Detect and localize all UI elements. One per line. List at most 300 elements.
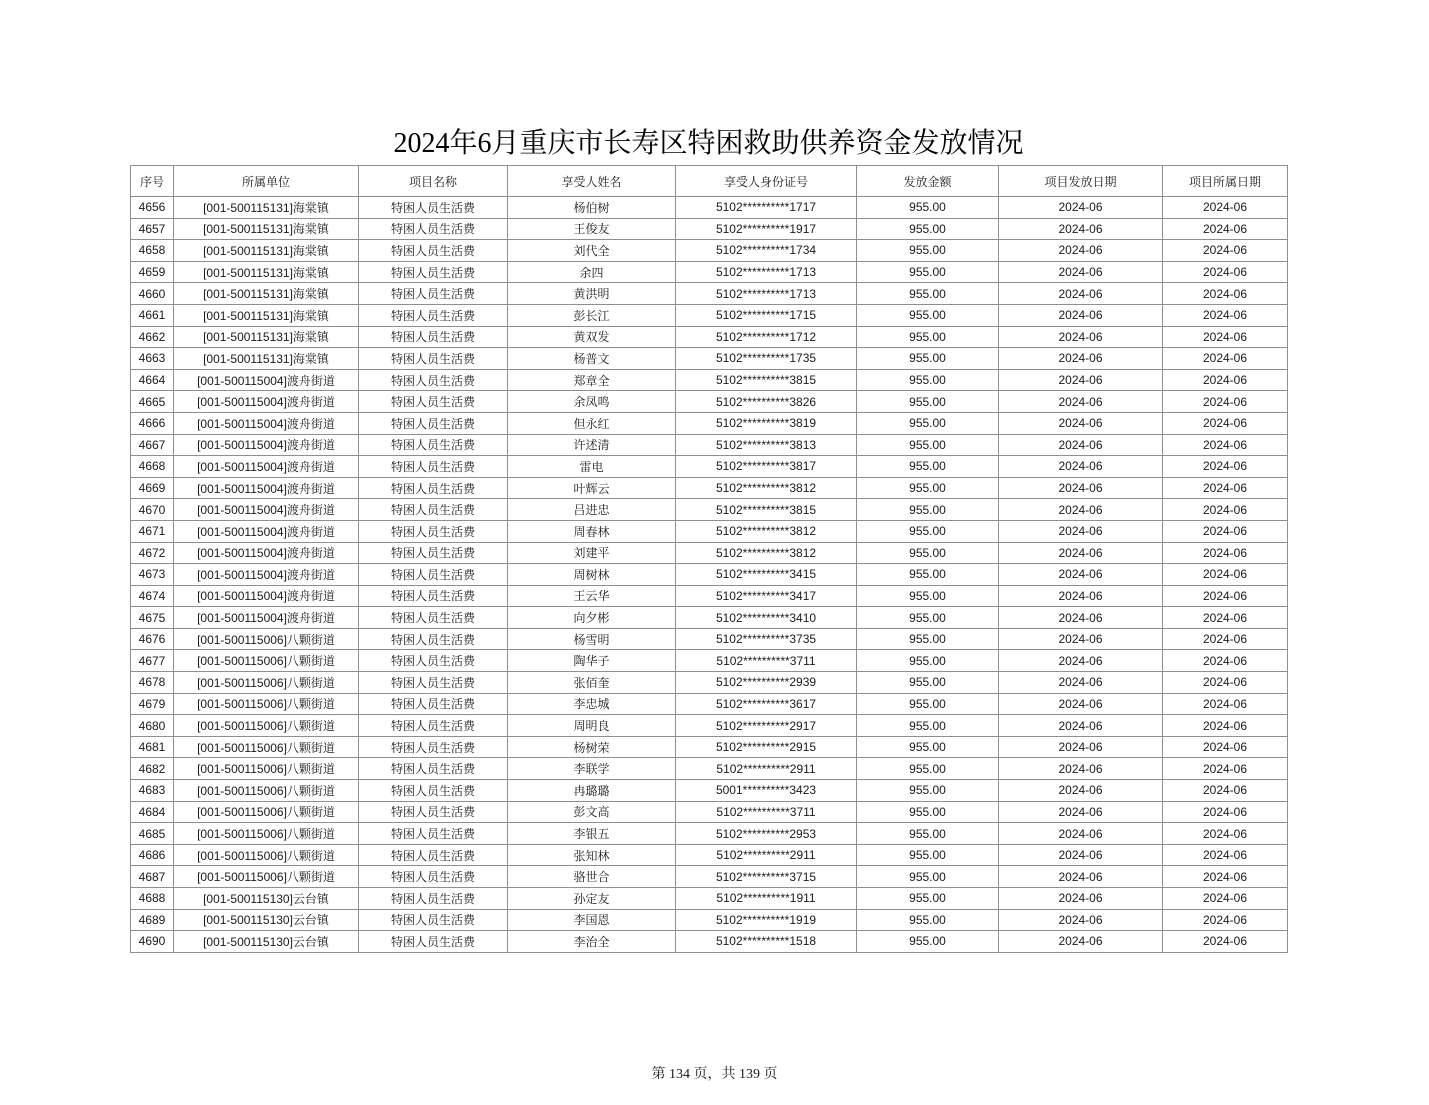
table-body: [131, 197, 1288, 953]
header-cell-4: 享受人身份证号: [676, 166, 857, 197]
table-cell: 2024-06: [1163, 844, 1288, 866]
table-cell: 5102**********3417: [676, 585, 857, 607]
table-cell: 特困人员生活费: [359, 672, 508, 694]
table-cell: 2024-06: [1163, 477, 1288, 499]
table-row: [131, 888, 1288, 910]
table-cell: 2024-06: [999, 607, 1163, 629]
table-cell: 2024-06: [1163, 261, 1288, 283]
table-cell: 955.00: [857, 564, 999, 586]
table-cell: 955.00: [857, 520, 999, 542]
table-cell: 2024-06: [999, 499, 1163, 521]
table-cell: 2024-06: [999, 412, 1163, 434]
table-row: [131, 434, 1288, 456]
table-cell: 955.00: [857, 369, 999, 391]
table-row: [131, 391, 1288, 413]
table-cell: 特困人员生活费: [359, 585, 508, 607]
table-cell: [001-500115004]渡舟街道: [174, 564, 359, 586]
table-cell: 李国恩: [508, 909, 676, 931]
table-cell: [001-500115006]八颗街道: [174, 650, 359, 672]
table-cell: [001-500115006]八颗街道: [174, 672, 359, 694]
table-cell: 5102**********3711: [676, 650, 857, 672]
table-cell: 2024-06: [999, 477, 1163, 499]
table-cell: 李治全: [508, 931, 676, 953]
table-cell: 2024-06: [1163, 650, 1288, 672]
table-row: [131, 844, 1288, 866]
table-cell: 2024-06: [999, 304, 1163, 326]
table-cell: 955.00: [857, 218, 999, 240]
table-cell: 4681: [131, 736, 174, 758]
table-cell: 5102**********3812: [676, 477, 857, 499]
table-cell: 4667: [131, 434, 174, 456]
table-cell: 4683: [131, 780, 174, 802]
table-cell: [001-500115004]渡舟街道: [174, 456, 359, 478]
page-title: 2024年6月重庆市长寿区特困救助供养资金发放情况: [393, 128, 1024, 159]
header-row: [131, 166, 1288, 197]
table-cell: 5102**********1715: [676, 304, 857, 326]
table-cell: 雷电: [508, 456, 676, 478]
table-cell: 955.00: [857, 197, 999, 219]
table-header: [131, 166, 1288, 197]
table-cell: 5102**********1712: [676, 326, 857, 348]
table-cell: 955.00: [857, 866, 999, 888]
table-cell: 4689: [131, 909, 174, 931]
table-cell: 2024-06: [1163, 909, 1288, 931]
table-cell: 2024-06: [1163, 866, 1288, 888]
table-cell: 955.00: [857, 542, 999, 564]
table-cell: 5001**********3423: [676, 780, 857, 802]
header-cell-1: 所属单位: [174, 166, 359, 197]
table-cell: 2024-06: [1163, 801, 1288, 823]
table-cell: 955.00: [857, 304, 999, 326]
table-cell: 2024-06: [999, 261, 1163, 283]
table-cell: 2024-06: [1163, 758, 1288, 780]
table-cell: 955.00: [857, 715, 999, 737]
table-cell: [001-500115130]云台镇: [174, 931, 359, 953]
table-cell: 特困人员生活费: [359, 736, 508, 758]
table-row: [131, 412, 1288, 434]
table-row: [131, 650, 1288, 672]
table-cell: 5102**********2953: [676, 823, 857, 845]
table-cell: [001-500115130]云台镇: [174, 888, 359, 910]
table-cell: 4690: [131, 931, 174, 953]
table-cell: 5102**********3711: [676, 801, 857, 823]
table-cell: 2024-06: [1163, 434, 1288, 456]
table-cell: [001-500115006]八颗街道: [174, 801, 359, 823]
table-cell: 2024-06: [1163, 715, 1288, 737]
table-cell: 特困人员生活费: [359, 477, 508, 499]
table-cell: 2024-06: [1163, 888, 1288, 910]
table-row: [131, 628, 1288, 650]
table-cell: 4687: [131, 866, 174, 888]
table-cell: [001-500115131]海棠镇: [174, 240, 359, 262]
table-cell: 5102**********1713: [676, 261, 857, 283]
table-cell: 2024-06: [999, 542, 1163, 564]
table-cell: [001-500115004]渡舟街道: [174, 434, 359, 456]
table-cell: [001-500115131]海棠镇: [174, 348, 359, 370]
table-cell: [001-500115006]八颗街道: [174, 758, 359, 780]
table-cell: 特困人员生活费: [359, 369, 508, 391]
table-cell: 2024-06: [1163, 348, 1288, 370]
table-cell: 955.00: [857, 607, 999, 629]
table-cell: 4657: [131, 218, 174, 240]
table-cell: 5102**********1713: [676, 283, 857, 305]
table-cell: 5102**********2939: [676, 672, 857, 694]
table-cell: 5102**********2917: [676, 715, 857, 737]
table-cell: [001-500115004]渡舟街道: [174, 412, 359, 434]
table-cell: 特困人员生活费: [359, 909, 508, 931]
table-cell: 2024-06: [999, 434, 1163, 456]
table-row: [131, 909, 1288, 931]
table-cell: 许述清: [508, 434, 676, 456]
table-cell: 4662: [131, 326, 174, 348]
table-cell: 955.00: [857, 758, 999, 780]
table-cell: [001-500115004]渡舟街道: [174, 585, 359, 607]
table-cell: 5102**********1917: [676, 218, 857, 240]
table-cell: 4670: [131, 499, 174, 521]
table-cell: 955.00: [857, 628, 999, 650]
table-cell: [001-500115004]渡舟街道: [174, 369, 359, 391]
table-cell: 2024-06: [999, 693, 1163, 715]
table-cell: 2024-06: [999, 628, 1163, 650]
table-cell: 955.00: [857, 823, 999, 845]
table-cell: 特困人员生活费: [359, 391, 508, 413]
table-cell: [001-500115004]渡舟街道: [174, 520, 359, 542]
table-cell: [001-500115131]海棠镇: [174, 218, 359, 240]
table-cell: 955.00: [857, 477, 999, 499]
table-row: [131, 866, 1288, 888]
table-cell: 5102**********3815: [676, 369, 857, 391]
table-cell: 2024-06: [999, 520, 1163, 542]
table-cell: 李银五: [508, 823, 676, 845]
table-cell: 5102**********3819: [676, 412, 857, 434]
table-cell: 2024-06: [1163, 326, 1288, 348]
table-cell: [001-500115006]八颗街道: [174, 823, 359, 845]
table-cell: 吕进忠: [508, 499, 676, 521]
table-cell: [001-500115006]八颗街道: [174, 844, 359, 866]
table-row: [131, 499, 1288, 521]
table-cell: 4684: [131, 801, 174, 823]
table-cell: 2024-06: [1163, 240, 1288, 262]
table-cell: 2024-06: [999, 931, 1163, 953]
table-cell: [001-500115131]海棠镇: [174, 326, 359, 348]
table-cell: 5102**********3812: [676, 542, 857, 564]
table-cell: 4679: [131, 693, 174, 715]
table-cell: 特困人员生活费: [359, 304, 508, 326]
table-cell: 2024-06: [1163, 304, 1288, 326]
table-row: [131, 348, 1288, 370]
table-cell: 张佰奎: [508, 672, 676, 694]
table-cell: 4678: [131, 672, 174, 694]
table-cell: 5102**********1717: [676, 197, 857, 219]
table-cell: 2024-06: [999, 240, 1163, 262]
table-row: [131, 780, 1288, 802]
table-cell: 4660: [131, 283, 174, 305]
table-cell: [001-500115004]渡舟街道: [174, 391, 359, 413]
table-cell: 4656: [131, 197, 174, 219]
table-row: [131, 369, 1288, 391]
table-cell: 5102**********3715: [676, 866, 857, 888]
table-row: [131, 672, 1288, 694]
table-cell: 张知林: [508, 844, 676, 866]
header-cell-6: 项目发放日期: [999, 166, 1163, 197]
table-cell: 955.00: [857, 261, 999, 283]
table-cell: 2024-06: [999, 348, 1163, 370]
table-cell: 特困人员生活费: [359, 564, 508, 586]
table-cell: 4666: [131, 412, 174, 434]
table-cell: 冉璐璐: [508, 780, 676, 802]
table-cell: 2024-06: [999, 585, 1163, 607]
table-cell: 4680: [131, 715, 174, 737]
table-cell: 特困人员生活费: [359, 261, 508, 283]
table-cell: 2024-06: [999, 564, 1163, 586]
table-cell: [001-500115004]渡舟街道: [174, 607, 359, 629]
table-cell: 4658: [131, 240, 174, 262]
table-cell: 刘建平: [508, 542, 676, 564]
table-cell: 4671: [131, 520, 174, 542]
table-cell: 周树林: [508, 564, 676, 586]
table-cell: 特困人员生活费: [359, 888, 508, 910]
table-cell: 特困人员生活费: [359, 542, 508, 564]
table-cell: 特困人员生活费: [359, 758, 508, 780]
table-cell: 4676: [131, 628, 174, 650]
table-cell: 2024-06: [1163, 585, 1288, 607]
table-cell: 2024-06: [1163, 412, 1288, 434]
table-cell: 特困人员生活费: [359, 412, 508, 434]
table-row: [131, 607, 1288, 629]
table-cell: 5102**********3813: [676, 434, 857, 456]
table-cell: 4674: [131, 585, 174, 607]
table-cell: 2024-06: [1163, 693, 1288, 715]
table-row: [131, 585, 1288, 607]
header-cell-3: 享受人姓名: [508, 166, 676, 197]
table-cell: 特困人员生活费: [359, 434, 508, 456]
table-cell: 955.00: [857, 326, 999, 348]
page-number-footer: 第 134 页，共 139 页: [651, 1067, 778, 1082]
table-cell: 4668: [131, 456, 174, 478]
table-cell: 杨普文: [508, 348, 676, 370]
table-row: [131, 197, 1288, 219]
table-cell: 周明良: [508, 715, 676, 737]
table-cell: 特困人员生活费: [359, 240, 508, 262]
table-cell: 2024-06: [1163, 391, 1288, 413]
table-row: [131, 261, 1288, 283]
table-cell: 2024-06: [999, 715, 1163, 737]
table-cell: 4665: [131, 391, 174, 413]
table-cell: 955.00: [857, 780, 999, 802]
table-cell: 2024-06: [1163, 564, 1288, 586]
table-cell: 5102**********1919: [676, 909, 857, 931]
table-cell: 周春林: [508, 520, 676, 542]
table-cell: 955.00: [857, 844, 999, 866]
table-cell: 孙定友: [508, 888, 676, 910]
table-cell: 特困人员生活费: [359, 456, 508, 478]
table-cell: 陶华子: [508, 650, 676, 672]
table-row: [131, 240, 1288, 262]
table-cell: 2024-06: [1163, 823, 1288, 845]
table-cell: 4669: [131, 477, 174, 499]
table-cell: 4663: [131, 348, 174, 370]
table-cell: [001-500115004]渡舟街道: [174, 477, 359, 499]
table-cell: [001-500115006]八颗街道: [174, 628, 359, 650]
table-row: [131, 304, 1288, 326]
table-cell: [001-500115006]八颗街道: [174, 780, 359, 802]
table-cell: 5102**********3812: [676, 520, 857, 542]
table-cell: 5102**********1734: [676, 240, 857, 262]
table-cell: 2024-06: [1163, 369, 1288, 391]
table-row: [131, 715, 1288, 737]
table-cell: 955.00: [857, 650, 999, 672]
table-cell: 2024-06: [999, 391, 1163, 413]
table-cell: 2024-06: [999, 909, 1163, 931]
table-cell: 李忠城: [508, 693, 676, 715]
table-cell: [001-500115006]八颗街道: [174, 866, 359, 888]
table-cell: 4673: [131, 564, 174, 586]
table-cell: 2024-06: [1163, 931, 1288, 953]
table-cell: 955.00: [857, 801, 999, 823]
table-cell: [001-500115006]八颗街道: [174, 693, 359, 715]
table-cell: 955.00: [857, 499, 999, 521]
table-cell: 特困人员生活费: [359, 866, 508, 888]
table-cell: 2024-06: [999, 888, 1163, 910]
header-cell-7: 项目所属日期: [1163, 166, 1288, 197]
table-cell: 余凤鸣: [508, 391, 676, 413]
table-cell: 5102**********3817: [676, 456, 857, 478]
table-cell: 5102**********3410: [676, 607, 857, 629]
table-cell: 2024-06: [1163, 218, 1288, 240]
table-cell: 2024-06: [999, 650, 1163, 672]
table-cell: 4682: [131, 758, 174, 780]
table-cell: [001-500115004]渡舟街道: [174, 499, 359, 521]
table-cell: 黄双发: [508, 326, 676, 348]
table-cell: 2024-06: [1163, 197, 1288, 219]
table-cell: 特困人员生活费: [359, 283, 508, 305]
table-row: [131, 283, 1288, 305]
table-row: [131, 693, 1288, 715]
table-cell: 2024-06: [999, 218, 1163, 240]
table-cell: 4677: [131, 650, 174, 672]
table-cell: 特困人员生活费: [359, 844, 508, 866]
table-row: [131, 520, 1288, 542]
table-row: [131, 564, 1288, 586]
table-cell: 5102**********1518: [676, 931, 857, 953]
table-row: [131, 477, 1288, 499]
table-cell: 4672: [131, 542, 174, 564]
table-cell: 李联学: [508, 758, 676, 780]
table-cell: 955.00: [857, 434, 999, 456]
table-cell: 2024-06: [1163, 607, 1288, 629]
table-cell: 特困人员生活费: [359, 607, 508, 629]
table-row: [131, 456, 1288, 478]
table-cell: 特困人员生活费: [359, 197, 508, 219]
table-row: [131, 823, 1288, 845]
table-row: [131, 758, 1288, 780]
table-cell: 特困人员生活费: [359, 499, 508, 521]
table-cell: 955.00: [857, 391, 999, 413]
table-cell: 刘代全: [508, 240, 676, 262]
table-cell: 955.00: [857, 585, 999, 607]
table-cell: 2024-06: [999, 326, 1163, 348]
table-row: [131, 326, 1288, 348]
table-cell: [001-500115131]海棠镇: [174, 304, 359, 326]
table-cell: 2024-06: [999, 283, 1163, 305]
table-cell: 955.00: [857, 693, 999, 715]
table-cell: 955.00: [857, 909, 999, 931]
table-cell: 叶辉云: [508, 477, 676, 499]
table-cell: 955.00: [857, 412, 999, 434]
table-cell: 彭长江: [508, 304, 676, 326]
table-cell: 2024-06: [999, 780, 1163, 802]
table-cell: 特困人员生活费: [359, 348, 508, 370]
table-cell: 特困人员生活费: [359, 650, 508, 672]
table-cell: 余四: [508, 261, 676, 283]
table-cell: 2024-06: [999, 823, 1163, 845]
table-cell: [001-500115004]渡舟街道: [174, 542, 359, 564]
table-cell: 4675: [131, 607, 174, 629]
table-cell: 5102**********1911: [676, 888, 857, 910]
table-cell: 2024-06: [1163, 542, 1288, 564]
table-cell: 杨雪明: [508, 628, 676, 650]
table-cell: 5102**********3617: [676, 693, 857, 715]
table-cell: 4685: [131, 823, 174, 845]
header-cell-5: 发放金额: [857, 166, 999, 197]
table-cell: 4659: [131, 261, 174, 283]
table-cell: 王云华: [508, 585, 676, 607]
table-cell: 向夕彬: [508, 607, 676, 629]
table-cell: 杨树荣: [508, 736, 676, 758]
table-cell: 955.00: [857, 888, 999, 910]
table-cell: 杨伯树: [508, 197, 676, 219]
table-cell: 2024-06: [1163, 283, 1288, 305]
table-cell: 黄洪明: [508, 283, 676, 305]
table-cell: 4661: [131, 304, 174, 326]
table-cell: 2024-06: [1163, 520, 1288, 542]
table-cell: 2024-06: [999, 736, 1163, 758]
table-cell: 彭文高: [508, 801, 676, 823]
table-cell: 特困人员生活费: [359, 823, 508, 845]
table-cell: 2024-06: [1163, 780, 1288, 802]
table-cell: 5102**********3735: [676, 628, 857, 650]
table-cell: 5102**********3415: [676, 564, 857, 586]
table-row: [131, 218, 1288, 240]
table-cell: 王俊友: [508, 218, 676, 240]
table-cell: 特困人员生活费: [359, 780, 508, 802]
table-cell: 955.00: [857, 672, 999, 694]
table-cell: 4686: [131, 844, 174, 866]
table-cell: 特困人员生活费: [359, 218, 508, 240]
table-row: [131, 736, 1288, 758]
table-cell: 2024-06: [1163, 736, 1288, 758]
table-row: [131, 931, 1288, 953]
table-cell: 郑章全: [508, 369, 676, 391]
table-cell: 955.00: [857, 348, 999, 370]
table-cell: 5102**********2911: [676, 758, 857, 780]
payment-table: [130, 165, 1288, 953]
table-cell: 2024-06: [999, 866, 1163, 888]
table-cell: 2024-06: [1163, 628, 1288, 650]
table-cell: 2024-06: [999, 672, 1163, 694]
table-cell: 955.00: [857, 456, 999, 478]
table-cell: 2024-06: [999, 197, 1163, 219]
table-cell: 2024-06: [999, 758, 1163, 780]
table-cell: 4688: [131, 888, 174, 910]
table-cell: 特困人员生活费: [359, 715, 508, 737]
table-cell: 特困人员生活费: [359, 520, 508, 542]
table-cell: 5102**********1735: [676, 348, 857, 370]
table-cell: [001-500115131]海棠镇: [174, 261, 359, 283]
table-row: [131, 801, 1288, 823]
table-cell: 955.00: [857, 736, 999, 758]
table-cell: 但永红: [508, 412, 676, 434]
